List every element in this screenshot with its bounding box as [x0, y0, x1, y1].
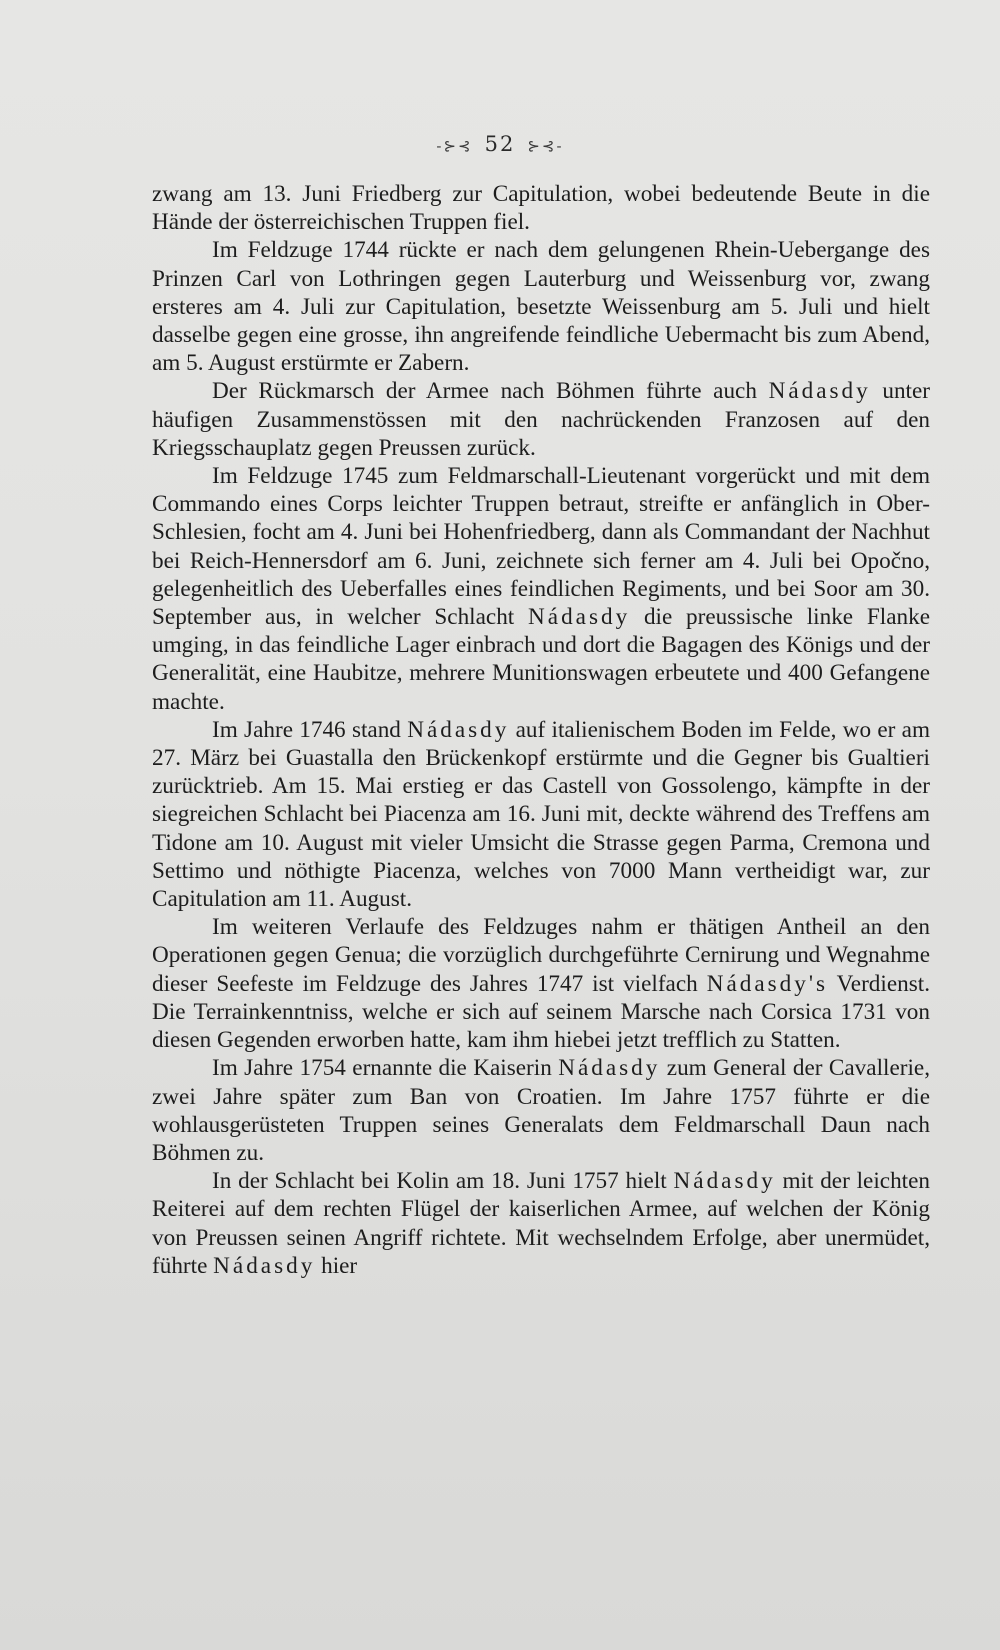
text-run: zwang am 13. Juni Friedberg zur Capitulation, wobei bedeutende Beute in die Hände der österreichischen Truppen fiel.	[152, 181, 930, 236]
spaced-name: Nádasdy	[528, 604, 631, 631]
page-number: 52	[484, 132, 516, 156]
text-run: In der Schlacht bei Kolin am 18. Juni 1757 hielt	[212, 1168, 674, 1195]
paragraph	[152, 913, 930, 1054]
spaced-name: Nádasdy's	[706, 970, 829, 997]
spaced-name: Nádasdy	[673, 1168, 776, 1195]
header-ornament-right: ⊱⊰-	[527, 137, 564, 155]
paragraph	[152, 716, 930, 913]
text-run: auf italienischem Boden im Felde, wo er am 27. März bei Guastalla den Brückenkopf erstürmte und die Gegner bis Gualtieri zurücktrieb. Am 15. Mai erstieg er das Castell von Gossolengo, kämpfte in der siegreichen Schlacht bei Piacenza am 16. Juni mit, deckte während des Treffens am Tidone am 10. August mit vieler Umsicht die Strasse gegen Parma, Cremona und Settimo und nöthigte Piacenza, welches von 7000 Mann vertheidigt war, zur Capitulation am 11. August.	[152, 716, 930, 913]
spaced-name: Nádasdy	[768, 378, 871, 405]
text-run: zum General der Cavallerie, zwei Jahre später zum Ban von Croatien. Im Jahre 1757 führte er die wohlausgerüsteten Truppen seines Generalats dem Feldmarschall Daun nach Böhmen zu.	[152, 1055, 930, 1166]
paragraph	[152, 1054, 930, 1167]
body-text	[152, 180, 930, 1280]
paragraph	[152, 236, 930, 377]
spaced-name: Nádasdy	[407, 716, 510, 743]
text-run: unter häufigen Zusammenstössen mit den nachrückenden Franzosen auf den Kriegsschauplatz gegen Preussen zurück.	[152, 378, 930, 461]
text-run: die preussische linke Flanke umging, in das feindliche Lager einbrach und dort die Bagagen des Königs und der Generalität, eine Haubitze, mehrere Munitionswagen erbeutete und 400 Gefangene machte.	[152, 604, 930, 715]
text-run: Im weiteren Verlaufe des Feldzuges nahm er thätigen Antheil an den Operationen gegen Genua; die vorzüglich durchgeführte Cernirung und Wegnahme dieser Seefeste im Feldzuge des Jahres 1747 ist vielfach	[152, 914, 930, 997]
text-run: Im Jahre 1746 stand	[212, 716, 408, 743]
text-run: Verdienst. Die Terrainkenntniss, welche er sich auf seinem Marsche nach Corsica 1731 von diesen Gegenden erworben hatte, kam ihm hiebei jetzt trefflich zu Statten.	[152, 970, 930, 1054]
text-run: Im Feldzuge 1745 zum Feldmarschall-Lieutenant vorgerückt und mit dem Commando eines Corps leichter Truppen betraut, streifte er anfänglich in Ober-Schlesien, focht am 4. Juni bei Hohenfriedberg, dann als Commandant der Nachhut bei Reich-Hennersdorf am 6. Juni, zeichnete sich ferner am 4. Juli bei Opočno, gelegenheitlich des Ueberfalles eines feindlichen Regiments, und bei Soor am 30. September aus, in welcher Schlacht	[152, 463, 930, 631]
header-ornament-left: -⊱⊰	[436, 137, 473, 155]
text-run: Der Rückmarsch der Armee nach Böhmen führte auch	[212, 378, 769, 405]
text-run: Im Jahre 1754 ernannte die Kaiserin	[212, 1055, 559, 1082]
spaced-name: Nádasdy	[558, 1055, 661, 1082]
spaced-name: Nádasdy	[213, 1252, 316, 1279]
text-run: hier	[315, 1252, 358, 1279]
paragraph	[152, 462, 930, 716]
text-run: Im Feldzuge 1744 rückte er nach dem gelungenen Rhein-Uebergange des Prinzen Carl von Lothringen gegen Lauterburg und Weissenburg vor, zwang ersteres am 4. Juli zur Capitulation, besetzte Weissenburg am 5. Juli und hielt dasselbe gegen eine grosse, ihn angreifende feindliche Uebermacht bis zum Abend, am 5. August erstürmte er Zabern.	[152, 237, 930, 377]
paragraph	[152, 1167, 930, 1280]
text-run: mit der leichten Reiterei auf dem rechten Flügel der kaiserlichen Armee, auf welchen der König von Preussen seinen Angriff richtete. Mit wechselndem Erfolge, aber unermüdet, führte	[152, 1168, 931, 1279]
paragraph	[152, 180, 930, 236]
paragraph	[152, 377, 930, 462]
page-header	[0, 132, 1000, 156]
